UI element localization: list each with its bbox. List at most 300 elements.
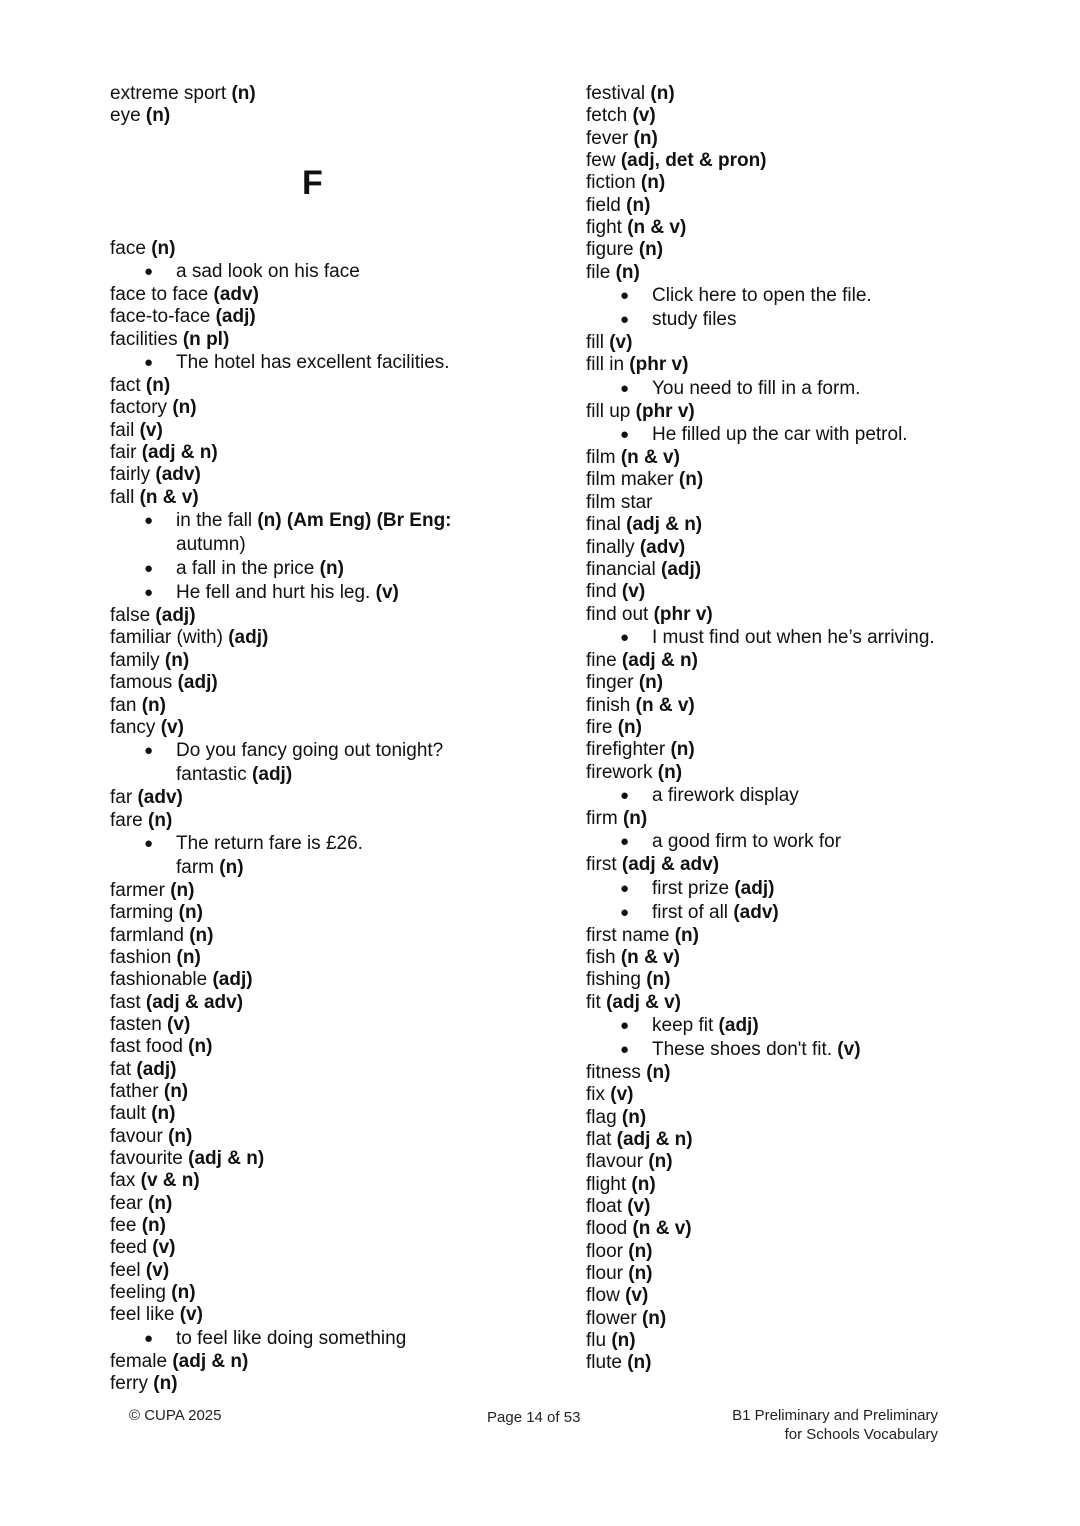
part-of-speech: (n) [148,1192,173,1214]
bullet-icon: ● [620,786,630,804]
example-bullet [110,1327,550,1351]
entry-word: flood [586,1218,633,1240]
vocab-entry [586,447,1026,469]
footer-copyright: © CUPA 2025 [129,1407,222,1424]
example-bullet [586,377,1026,401]
vocab-entry [586,1308,1026,1330]
entry-word: eye [110,105,146,127]
vocab-entry [110,375,550,397]
vocab-entry [586,808,1026,830]
part-of-speech: (n) [189,924,214,946]
entry-word: favourite [110,1148,189,1169]
entry-word: These shoes don't fit. [652,1039,838,1060]
entry-word: firefighter [586,739,671,761]
part-of-speech: (v) [145,1259,170,1281]
entry-word: Click here to open the file. [652,285,872,307]
vocab-entry [586,401,1026,423]
vocab-entry [586,992,1026,1014]
part-of-speech: (n) [145,375,171,397]
vocab-entry [586,854,1026,876]
entry-word: first name [586,924,675,946]
part-of-speech: (adv) [137,787,183,809]
entry-word: fat [110,1058,137,1080]
part-of-speech: (adj & n) [621,649,698,671]
example-bullet [110,509,550,533]
part-of-speech: (n) [319,558,344,580]
entry-word: fax [110,1170,141,1192]
entry-word: face to face [110,284,214,306]
part-of-speech: (n) [615,261,640,283]
entry-word: flour [586,1263,629,1285]
part-of-speech: (n) [648,1151,673,1173]
vocab-entry [110,810,550,832]
part-of-speech: (n) (Am Eng) (Br Eng: [257,510,452,532]
part-of-speech: (adj) [228,627,269,649]
part-of-speech: (adj) [215,306,256,328]
example-bullet [110,832,550,856]
entry-word: fan [110,694,142,716]
part-of-speech: (n) [626,194,651,216]
part-of-speech: (n) [176,946,201,968]
entry-word: farm [176,856,220,878]
bullet-icon: ● [144,512,154,530]
vocab-entry [586,217,1026,239]
entry-word: fare [110,809,149,831]
entry-word: fee [110,1215,142,1237]
part-of-speech: (n) [178,902,203,924]
entry-word: flag [586,1106,622,1128]
entry-word: farmer [110,879,171,901]
entry-word: He fell and hurt his leg. [176,582,376,604]
part-of-speech: (adj & v) [606,991,682,1013]
part-of-speech: (n) [141,1215,166,1237]
vocab-entry [586,650,1026,672]
entry-word: facilities [110,328,183,350]
part-of-speech: (adv) [155,464,201,486]
part-of-speech: (v & n) [140,1170,200,1192]
part-of-speech: (adv) [733,901,779,923]
bullet-icon: ● [144,584,154,602]
entry-word: field [586,194,627,216]
entry-word: I must find out when he’s arriving. [652,626,935,648]
entry-word: fairly [110,464,156,486]
vocab-entry [110,925,550,947]
part-of-speech: (n) [621,1106,647,1128]
vocab-entry [586,514,1026,536]
entry-word: familiar (with) [110,627,229,649]
part-of-speech: (n) [168,1125,193,1147]
entry-word: fancy [110,716,161,738]
entry-word: feed [110,1237,153,1259]
part-of-speech: (n) [163,1080,189,1102]
vocab-entry [586,1129,1026,1151]
vocab-entry [110,969,550,991]
entry-word: famous [110,672,178,694]
vocab-entry [586,83,1026,105]
entry-word: fight [586,217,628,239]
example-bullet [586,626,1026,650]
part-of-speech: (n) [633,127,658,149]
part-of-speech: (n) [638,672,664,694]
example-bullet [586,1014,1026,1038]
example-bullet [586,784,1026,808]
part-of-speech: (adv) [213,284,259,306]
vocab-entry [110,397,550,419]
vocab-entry [110,1260,550,1282]
part-of-speech: (n & v) [632,1218,692,1240]
part-of-speech: (n) [674,924,699,946]
part-of-speech: (phr v) [635,400,695,422]
entry-word: keep fit [652,1015,719,1036]
part-of-speech: (n pl) [182,328,230,350]
part-of-speech: (adj) [177,672,218,694]
part-of-speech: (n) [188,1036,213,1058]
vocab-entry [586,925,1026,947]
part-of-speech: (adj & n) [188,1148,265,1169]
part-of-speech: (phr v) [653,603,713,625]
footer-document-title [716,1406,938,1444]
vocab-entry [586,1263,1026,1285]
part-of-speech: (n) [657,761,683,783]
entry-word: study files [652,309,737,331]
entry-word: first [586,854,622,876]
vocab-entry [110,442,550,464]
vocab-entry [586,1196,1026,1218]
part-of-speech: (adv) [639,536,686,558]
entry-word: finger [586,672,639,694]
entry-word: floor [586,1240,629,1262]
bullet-icon: ● [620,311,630,329]
vocab-entry [110,1014,550,1036]
bullet-icon: ● [620,287,630,305]
vocab-entry [586,1241,1026,1263]
part-of-speech: (n & v) [139,486,199,508]
footer-title-line-2: for Schools Vocabulary [784,1426,938,1443]
part-of-speech: (adj) [252,764,293,786]
part-of-speech: (n) [145,105,171,127]
part-of-speech: (adj) [136,1058,177,1080]
vocab-entry [110,420,550,442]
entry-word: final [586,514,627,536]
part-of-speech: (n) [151,1103,176,1125]
entry-word: float [586,1196,628,1218]
entry-word: flavour [586,1151,649,1173]
entry-word: fill up [586,400,636,422]
bullet-icon: ● [144,354,154,372]
vocab-entry [586,672,1026,694]
entry-word: finally [586,536,640,558]
vocab-entry [586,150,1026,172]
section-letter-heading: F [302,163,323,202]
part-of-speech: (adj & n) [172,1350,249,1372]
bullet-icon: ● [144,560,154,578]
part-of-speech: (v) [167,1013,191,1035]
entry-word: figure [586,239,639,261]
vocab-entry [110,695,550,717]
vocab-entry [110,83,550,105]
bullet-icon: ● [620,833,630,851]
bullet-icon: ● [620,379,630,397]
vocab-entry [586,469,1026,491]
entry-word: ferry [110,1373,154,1395]
bullet-icon: ● [620,1041,630,1058]
entry-word: flat [586,1129,617,1151]
vocab-entry [586,604,1026,626]
entry-word: a good firm to work for [652,831,842,853]
vocab-entry [586,1285,1026,1307]
bullet-icon: ● [620,1017,630,1034]
vocab-entry [110,306,550,328]
entry-word: fashion [110,946,177,968]
entry-word: fine [586,649,622,671]
vocab-entry [110,1373,550,1395]
vocab-entry [586,717,1026,739]
entry-word: fall [110,486,140,508]
example-bullet [586,284,1026,308]
entry-word: flight [586,1173,632,1195]
part-of-speech: (n) [628,1263,653,1285]
example-continuation [110,533,550,557]
part-of-speech: (n) [219,856,244,878]
vocab-entry [110,238,550,260]
vocab-entry [110,1126,550,1148]
right-column [586,83,1026,1375]
vocab-entry [110,1103,550,1125]
entry-word: festival [586,83,651,104]
entry-word: financial [586,558,661,580]
entry-word: fire [586,716,618,738]
part-of-speech: (v) [625,1285,649,1307]
vocab-entry [586,559,1026,581]
vocab-entry [110,1036,550,1058]
entry-word: flute [586,1352,628,1374]
example-bullet [586,423,1026,447]
vocab-entry [110,1081,550,1103]
bullet-icon: ● [620,426,630,444]
vocab-entry [110,650,550,672]
entry-word: first prize [652,877,735,899]
part-of-speech: (n) [153,1373,178,1395]
vocab-entry [586,172,1026,194]
vocab-entry [110,947,550,969]
entry-word: fiction [586,172,641,194]
entry-word: find [586,581,622,603]
part-of-speech: (n & v) [627,217,687,239]
vocab-entry [110,329,550,351]
example-bullet [110,260,550,284]
part-of-speech: (n) [678,469,704,491]
part-of-speech: (n) [164,649,190,671]
vocab-entry [110,717,550,739]
part-of-speech: (v) [160,716,184,738]
part-of-speech: (n) [646,1062,671,1083]
vocab-entry [586,262,1026,284]
vocab-entry [110,1304,550,1326]
vocab-entry [110,1215,550,1237]
entry-word: family [110,649,165,671]
entry-word: fast [110,991,146,1013]
part-of-speech: (v) [621,581,646,603]
bullet-icon: ● [144,1329,154,1347]
vocab-entry [586,354,1026,376]
part-of-speech: (adj) [212,969,253,991]
entry-word: feeling [110,1282,172,1304]
part-of-speech: (n) [631,1173,656,1195]
entry-word: fetch [586,105,633,127]
part-of-speech: (n) [640,172,666,194]
bullet-icon: ● [144,834,154,852]
vocab-entry [586,581,1026,603]
part-of-speech: (v) [139,419,163,441]
vocab-entry [110,902,550,924]
vocab-entry [586,1330,1026,1352]
part-of-speech: (n) [617,716,642,738]
vocab-entry [110,672,550,694]
vocab-entry [586,695,1026,717]
vocab-entry [110,605,550,627]
part-of-speech: (v) [837,1039,861,1060]
bullet-icon: ● [144,263,154,281]
entry-word: fill [586,332,610,354]
entry-word: fit [586,991,607,1013]
vocab-entry [586,969,1026,991]
part-of-speech: (n) [628,1240,653,1262]
entry-word: You need to fill in a form. [652,377,861,399]
entry-word: far [110,787,138,809]
part-of-speech: (n) [627,1352,652,1374]
entry-word: extreme sport [110,83,232,104]
part-of-speech: (n) [611,1330,636,1352]
part-of-speech: (n) [670,739,695,761]
part-of-speech: (n) [638,239,664,261]
part-of-speech: (adj & n) [626,514,703,536]
vocab-entry [586,1151,1026,1173]
part-of-speech: (v) [627,1196,651,1218]
part-of-speech: (adj) [734,877,775,899]
part-of-speech: (n) [650,83,675,104]
vocab-entry [586,195,1026,217]
part-of-speech: (v) [610,1084,634,1106]
entry-word: fault [110,1103,152,1125]
vocab-entry [110,1059,550,1081]
entry-word: film maker [586,469,679,491]
vocab-entry [586,1084,1026,1106]
entry-word: farmland [110,924,190,946]
part-of-speech: (adj) [718,1015,759,1036]
part-of-speech: (v) [179,1304,203,1326]
entry-word: fast food [110,1036,189,1058]
vocab-entry [586,492,1026,514]
example-bullet [586,901,1026,925]
vocab-entry [110,992,550,1014]
part-of-speech: (adj) [661,558,702,580]
part-of-speech: (v) [632,105,656,127]
entry-word: fantastic [176,764,253,786]
entry-word: He filled up the car with petrol. [652,424,908,446]
footer-title-line-1: B1 Preliminary and Preliminary [732,1407,938,1424]
entry-word: firework [586,761,658,783]
entry-word: a sad look on his face [176,261,360,283]
part-of-speech: (n) [171,1282,196,1304]
entry-word: factory [110,397,173,419]
part-of-speech: (adj) [155,605,196,627]
entry-word: fear [110,1192,149,1214]
part-of-speech: (v) [609,332,633,354]
example-bullet [586,877,1026,901]
vocab-entry [110,1148,550,1170]
vocab-entry [586,537,1026,559]
entry-word: fishing [586,969,647,991]
part-of-speech: (n) [148,809,173,831]
vocab-entry [586,1107,1026,1129]
entry-word: first of all [652,901,734,923]
part-of-speech: (n) [172,397,197,419]
entry-word: feel like [110,1304,180,1326]
part-of-speech: (n & v) [635,694,695,716]
vocab-entry [586,739,1026,761]
entry-word: fail [110,419,140,441]
entry-word: fill in [586,354,630,376]
entry-word: face [110,237,152,259]
entry-word: Do you fancy going out tonight? [176,740,444,762]
entry-word: fair [110,442,142,464]
part-of-speech: (n) [646,969,671,991]
part-of-speech: (n & v) [620,946,680,968]
vocab-entry [586,239,1026,261]
entry-word: to feel like doing something [176,1327,407,1349]
entry-word: favour [110,1125,169,1147]
part-of-speech: (adj & adv) [145,991,244,1013]
example-continuation [110,856,550,880]
entry-word: file [586,261,616,283]
entry-word: fasten [110,1013,168,1035]
entry-word: autumn) [176,534,246,556]
entry-word: feel [110,1259,146,1281]
vocab-entry [586,1174,1026,1196]
vocab-entry [110,1237,550,1259]
vocab-entry [110,464,550,486]
part-of-speech: (n & v) [620,447,680,469]
vocab-entry [110,1170,550,1192]
example-bullet [586,830,1026,854]
entry-word: a firework display [652,784,799,806]
vocab-entry [586,947,1026,969]
part-of-speech: (phr v) [629,354,689,376]
entry-word: finish [586,694,636,716]
entry-word: find out [586,603,654,625]
part-of-speech: (n) [641,1307,667,1329]
entry-word: false [110,605,156,627]
entry-word: fashionable [110,969,213,991]
entry-word: face-to-face [110,306,216,328]
entry-word: firm [586,807,623,829]
example-bullet [110,557,550,581]
bullet-icon: ● [144,742,154,760]
vocab-entry [586,1218,1026,1240]
example-continuation [110,763,550,787]
vocab-entry [586,1352,1026,1374]
example-bullet [110,739,550,763]
vocab-entry [110,1282,550,1304]
example-bullet [586,308,1026,332]
part-of-speech: (adj, det & pron) [620,150,767,172]
entry-word: in the fall [176,510,258,532]
entry-word: farming [110,902,179,924]
entry-word: female [110,1350,173,1372]
part-of-speech: (v) [152,1237,176,1259]
part-of-speech: (v) [375,582,399,604]
footer-page-number: Page 14 of 53 [487,1409,581,1426]
